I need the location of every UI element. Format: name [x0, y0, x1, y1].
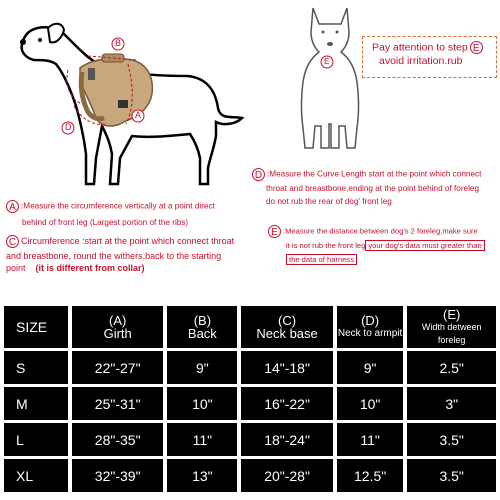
- instruction-e-line1: :Measure the distance between dog's 2 foreleg,make sure: [283, 226, 478, 236]
- table-cell: 28"-35": [72, 423, 163, 456]
- table-cell: M: [4, 387, 68, 420]
- instruction-d: [252, 168, 498, 207]
- attention-note-letter: E: [470, 41, 483, 54]
- table-cell: 10": [167, 387, 237, 420]
- table-cell: 10": [337, 387, 404, 420]
- header-back: (B) Back: [167, 306, 237, 348]
- instruction-c-line2: and breastbone, round the withers,back to the starting: [6, 251, 222, 261]
- table-cell: 14"-18": [241, 351, 332, 384]
- header-width-foreleg: (E) Width detween foreleg: [407, 306, 496, 348]
- dog-side-eye: [38, 38, 42, 42]
- table-cell: 22"-27": [72, 351, 163, 384]
- table-cell: 9": [337, 351, 404, 384]
- instruction-a-line2: behind of front leg: [22, 218, 88, 227]
- table-cell: 18"-24": [241, 423, 332, 456]
- instruction-e-line2: it is not rub the front leg: [286, 241, 366, 250]
- instruction-a-letter: A: [6, 200, 19, 213]
- size-table-header: [4, 306, 496, 348]
- instruction-e-letter: E: [268, 225, 281, 238]
- instruction-e-line3: the data of harness: [286, 254, 357, 265]
- instruction-c-line3b: (it is different from collar): [35, 263, 145, 273]
- table-cell: 3.5": [407, 423, 496, 456]
- dog-side-nose: [20, 39, 26, 45]
- instruction-c: [6, 235, 271, 274]
- instruction-d-line1: :Measure the Curve Length start at the point which connect: [267, 169, 482, 179]
- size-row-m: [4, 387, 496, 420]
- header-girth: (A) Girth: [72, 306, 163, 348]
- label-d: D: [65, 122, 72, 132]
- table-cell: 11": [167, 423, 237, 456]
- table-cell: S: [4, 351, 68, 384]
- header-neck-base: (C) Neck base: [241, 306, 332, 348]
- attention-note-line1: Pay attention to step: [372, 41, 468, 54]
- label-a: A: [135, 110, 142, 120]
- table-cell: 32"-39": [72, 459, 163, 492]
- table-cell: 2.5": [407, 351, 496, 384]
- instruction-c-line3: point: [6, 263, 26, 273]
- table-cell: 3": [407, 387, 496, 420]
- instruction-e-line2b: your dog's data must greater than: [365, 240, 484, 251]
- table-cell: 16"-22": [241, 387, 332, 420]
- dog-front-eye-right: [336, 31, 339, 34]
- instruction-c-letter: C: [6, 235, 19, 248]
- table-cell: 20"-28": [241, 459, 332, 492]
- table-cell: 25"-31": [72, 387, 163, 420]
- header-size: SIZE: [4, 306, 68, 348]
- instruction-c-line1: Circumference :start at the point which connect throat: [21, 235, 235, 246]
- label-b: B: [115, 38, 122, 48]
- size-row-s: [4, 351, 496, 384]
- table-cell: 12.5": [337, 459, 404, 492]
- instruction-a: [6, 200, 266, 228]
- table-cell: 13": [167, 459, 237, 492]
- size-table: [0, 303, 500, 495]
- size-row-xl: [4, 459, 496, 492]
- table-cell: L: [4, 423, 68, 456]
- instruction-a-line1: :Measure the circumference vertically at a point direct: [21, 201, 215, 211]
- table-cell: XL: [4, 459, 68, 492]
- dog-front-eye-left: [322, 31, 325, 34]
- attention-note: [362, 36, 497, 78]
- harness-buckle: [118, 100, 128, 108]
- dog-front-nose: [327, 42, 333, 46]
- instruction-a-line2b: (Largest portion of the ribs): [89, 218, 189, 227]
- header-neck-to-armpit: (D) Neck to armpit: [337, 306, 404, 348]
- dog-side-illustration: [10, 8, 250, 193]
- dog-front-label-e: E: [324, 57, 330, 66]
- instruction-d-letter: D: [252, 168, 265, 181]
- harness-clip: [88, 68, 95, 80]
- instruction-d-line2: throat and breastbone,ending at the point behind of foreleg: [266, 184, 480, 193]
- table-cell: 11": [337, 423, 404, 456]
- table-cell: 9": [167, 351, 237, 384]
- table-cell: 3.5": [407, 459, 496, 492]
- attention-note-line2: avoid irritation.rub: [379, 55, 463, 68]
- instruction-d-line3: do not rub the rear of dog' front leg: [266, 197, 392, 206]
- size-row-l: [4, 423, 496, 456]
- instruction-e: [268, 225, 498, 265]
- dog-front-outline: [302, 8, 359, 148]
